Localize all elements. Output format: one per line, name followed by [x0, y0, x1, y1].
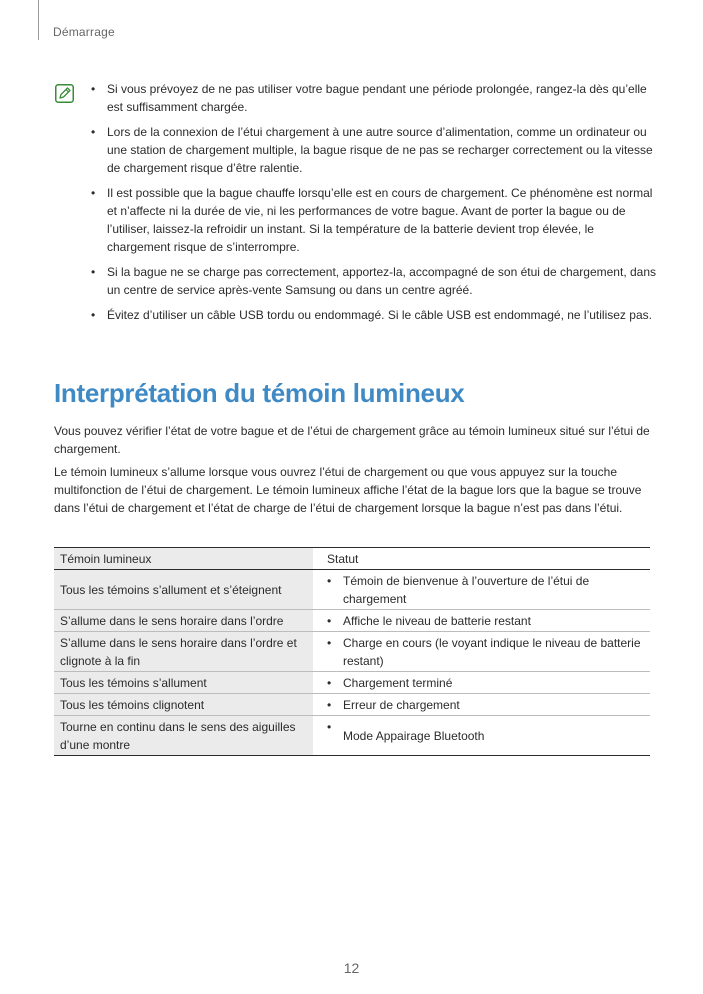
note-item: • Si la bague ne se charge pas correctement, apportez-la, accompagné de son étui de chargement, dans un centre de service après-vente Samsung ou dans un centre agréé. [91, 263, 656, 299]
indicator-cell: Tous les témoins clignotent [54, 694, 313, 716]
indicator-cell: S’allume dans le sens horaire dans l’ordre [54, 610, 313, 632]
note-list [91, 80, 656, 331]
table-row [54, 694, 650, 716]
intro-paragraph: Vous pouvez vérifier l’état de votre bague et de l’étui de chargement grâce au témoin lumineux situé sur l’étui de chargement. [54, 424, 650, 456]
indicator-cell: Tous les témoins s’allument et s’éteignent [54, 570, 313, 610]
header-rule [38, 0, 39, 40]
status-cell: • Témoin de bienvenue à l’ouverture de l’étui de chargement [313, 570, 650, 610]
note-pencil-icon [55, 84, 74, 103]
status-cell: • Erreur de chargement [313, 694, 650, 716]
detail-paragraph: Le témoin lumineux s’allume lorsque vous ouvrez l’étui de chargement ou que vous appuyez sur la touche multifonction de l’étui de chargement. Le témoin lumineux affiche l’état de la bague lors que la bague se trouve dans l’étui de chargement et l’état de charge de l’étui de chargement lorsque la bague n’est pas dans l’étui. [54, 465, 642, 515]
section-label: Démarrage [53, 25, 115, 39]
section-heading: Interprétation du témoin lumineux [54, 378, 465, 408]
note-item: • Il est possible que la bague chauffe lorsqu’elle est en cours de chargement. Ce phénomène est normal et n’affecte ni la durée de vie, ni les performances de votre bague. Avant de porter la bague ou de l’utiliser, laissez-la refroidir un instant. Si la température de la batterie devient trop élevée, le chargement risque de s’interrompre. [91, 184, 656, 256]
table-row [54, 570, 650, 610]
status-cell: • Affiche le niveau de batterie restant [313, 610, 650, 632]
indicator-cell: Tous les témoins s’allument [54, 672, 313, 694]
table-row [54, 672, 650, 694]
note-item: • Si vous prévoyez de ne pas utiliser votre bague pendant une période prolongée, rangez-la dès qu’elle est suffisamment chargée. [91, 80, 656, 116]
status-cell: • Chargement terminé [313, 672, 650, 694]
indicator-status-table [54, 547, 650, 756]
indicator-cell: S’allume dans le sens horaire dans l’ordre et clignote à la fin [54, 632, 313, 672]
indicator-cell: Tourne en continu dans le sens des aiguilles d’une montre [54, 716, 313, 756]
page-number: 12 [343, 960, 360, 976]
status-cell: • Charge en cours (le voyant indique le niveau de batterie restant) [313, 632, 650, 672]
note-item: • Lors de la connexion de l’étui chargement à une autre source d’alimentation, comme un ordinateur ou une station de chargement multiple, la bague risque de ne pas se recharger correctement ou la vitesse de chargement risque d’être ralentie. [91, 123, 656, 177]
note-item: • Évitez d’utiliser un câble USB tordu ou endommagé. Si le câble USB est endommagé, ne l’utilisez pas. [91, 306, 656, 324]
column-header-indicator: Témoin lumineux [54, 548, 313, 570]
table-header-row [54, 548, 650, 570]
status-cell: • Mode Appairage Bluetooth [313, 716, 650, 756]
table-row [54, 716, 650, 756]
column-header-status: Statut [313, 548, 650, 570]
table-row [54, 632, 650, 672]
table-row [54, 610, 650, 632]
